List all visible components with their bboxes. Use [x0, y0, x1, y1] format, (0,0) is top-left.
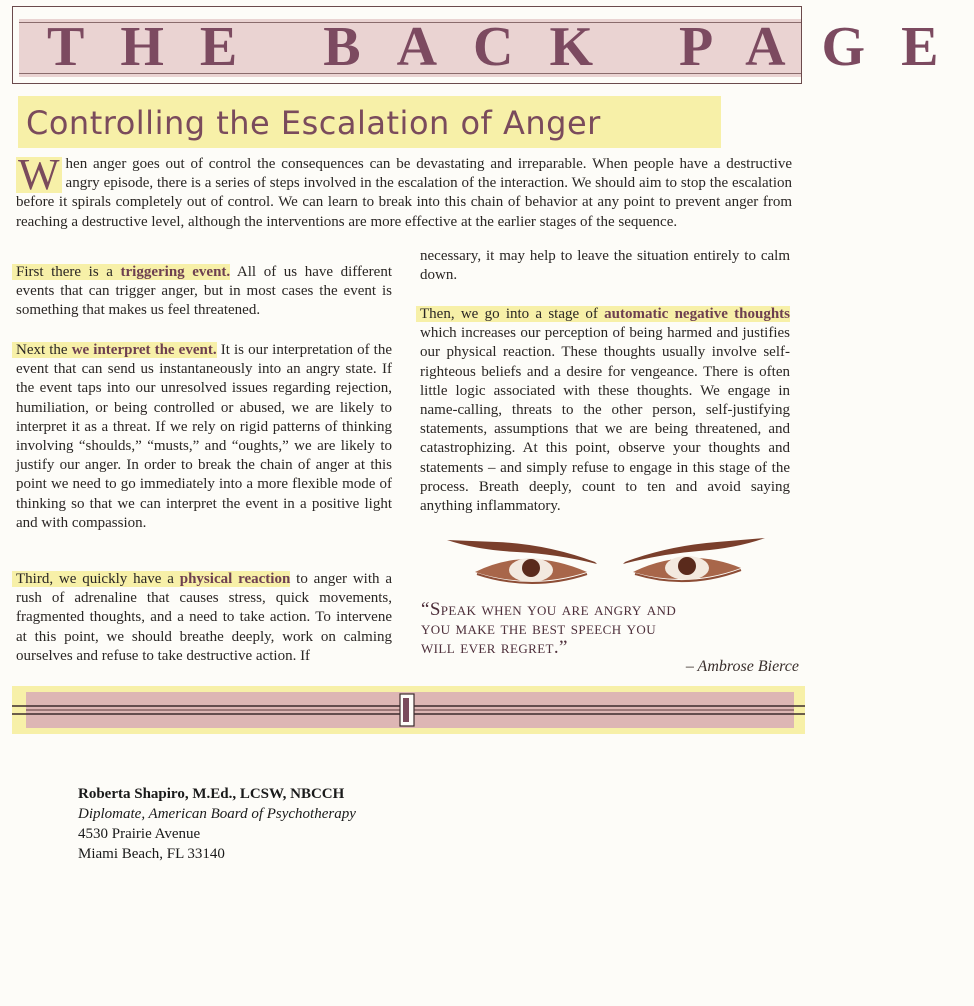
stage-body: to anger with a rush of adrenaline that causes stress, quick movements, fragmented thoughts, and a need to take action. To intervene at this point, we should breathe deeply, work on calming ourselves and refuse to take destructive action. If	[16, 571, 393, 664]
intro-text: hen anger goes out of control the consequences can be devastating and irreparable. When people have a destructive angry episode, there is a series of steps involved in the escalation of the interaction. We should aim to stop the escalation before it spirals completely out of control. We can learn to break into this chain of behavior at any point to prevent anger from reaching a destructive level, although the interventions are more effective at the earlier stages of the sequence.	[16, 156, 792, 230]
contact-block	[78, 784, 356, 864]
masthead-title: THE BACK PAGE	[47, 16, 974, 78]
stage-keyword: triggering event.	[120, 264, 231, 280]
stage-lead: Then, we go into a stage of	[420, 306, 605, 322]
drop-cap: W	[18, 150, 60, 199]
stage-physical-reaction-continued: necessary, it may help to leave the situation entirely to calm down.	[420, 248, 790, 284]
article-headline: Controlling the Escalation of Anger	[26, 104, 601, 142]
stage-lead: First there is a	[16, 264, 121, 280]
right-eye	[623, 538, 765, 581]
stage-negative-thoughts	[420, 305, 790, 516]
stage-keyword: physical reaction	[179, 571, 291, 587]
intro-paragraph	[16, 150, 792, 232]
quote-line: “Speak when you are angry and	[421, 599, 677, 620]
stage-body: All of us have different events that can trigger anger, but in most cases the event is something that makes us feel threatened.	[16, 264, 392, 319]
masthead	[12, 6, 974, 84]
quote-line: you make the best speech you	[421, 618, 657, 639]
left-eye	[447, 540, 597, 583]
quote-line: will ever regret.”	[421, 637, 568, 658]
angry-eyes-illustration	[447, 534, 765, 596]
contact-name: Roberta Shapiro, M.Ed., LCSW, NBCCH	[78, 786, 345, 802]
pull-quote	[421, 600, 793, 657]
contact-title: Diplomate, American Board of Psychotherapy	[78, 806, 356, 822]
stage-body: which increases our perception of being harmed and justifies our physical reaction. These thoughts usually involve self-righteous beliefs and a desire for vengeance. There is often little logic associated with these thoughts. We engage in name-calling, threats to the other person, self-justifying statements, assumptions that we are being threatened, and catastrophizing. At this point, observe your thoughts and statements – and simply refuse to engage in this stage of the process. Breath deeply, count to ten and avoid saying anything inflammatory.	[420, 325, 790, 515]
contact-city: Miami Beach, FL 33140	[78, 846, 225, 862]
stage-lead: Next the	[16, 342, 72, 358]
stage-lead: Third, we quickly have a	[16, 571, 180, 587]
decorative-divider-bar	[12, 686, 805, 734]
quote-attribution: – Ambrose Bierce	[685, 658, 799, 675]
stage-keyword: we interpret the event.	[71, 342, 217, 358]
stage-physical-reaction	[16, 570, 392, 666]
stage-keyword: automatic negative thoughts	[604, 306, 790, 322]
stage-interpretation	[16, 341, 392, 533]
stage-triggering-event	[16, 263, 392, 321]
contact-street: 4530 Prairie Avenue	[78, 826, 201, 842]
stage-body: It is our interpretation of the event that can send us instantaneously into an angry state. If the event taps into our unresolved issues regarding rejection, humiliation, or being controlled or abused, we are likely to interpret it as a threat. If we rely on rigid patterns of thinking involving “shoulds,” “musts,” and “oughts,” we are likely to justify our anger. In order to break the chain of anger at this point we need to go immediately into a more flexible mode of thinking so that we can interpret the event in a positive light and with compassion.	[16, 342, 392, 531]
